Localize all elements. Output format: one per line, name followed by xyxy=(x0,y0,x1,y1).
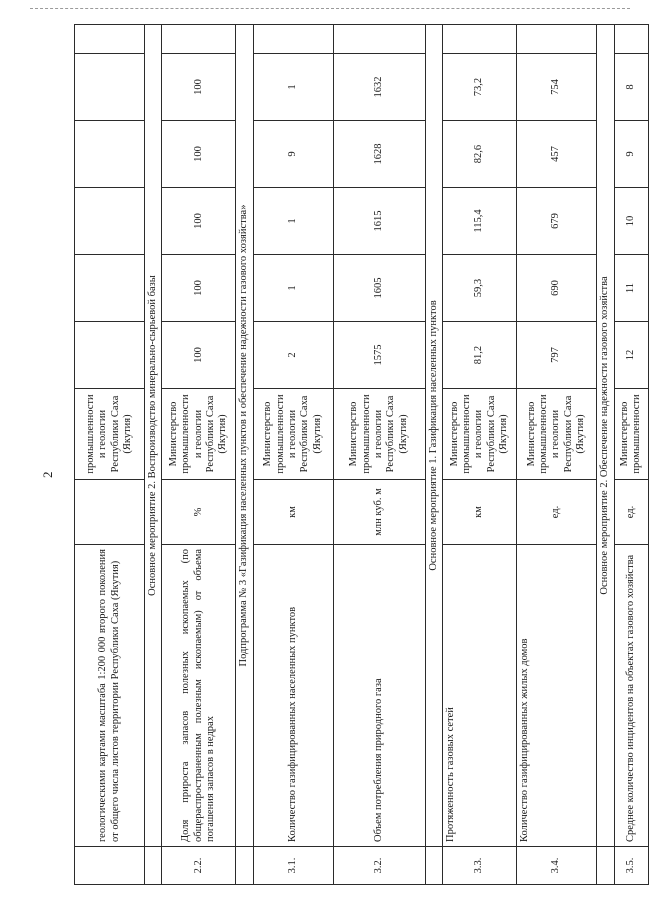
table-row xyxy=(162,25,236,885)
value-cell xyxy=(75,121,145,188)
value-cell: 1 xyxy=(253,54,333,121)
unit-cell: ед. xyxy=(517,480,597,545)
value-cell: 59,3 xyxy=(443,255,517,322)
section-row xyxy=(425,25,442,885)
indicator-name: геологическими картами масштаба 1:200 000 второго поколения от общего числа листов территории Республики Саха (Якутия) xyxy=(75,545,145,847)
executor-cell: Министерство промышленности и геологии Республики Саха (Якутия) xyxy=(443,389,517,480)
value-cell: 100 xyxy=(162,121,236,188)
indicator-name: Объем потребления природного газа xyxy=(333,545,425,847)
row-number xyxy=(75,847,145,885)
value-cell: 457 xyxy=(517,121,597,188)
value-cell xyxy=(333,25,425,54)
value-cell: 8 xyxy=(614,54,648,121)
executor-cell: Министерство промышленности и геологии Республики Саха (Якутия) xyxy=(333,389,425,480)
row-number: 3.5. xyxy=(614,847,648,885)
value-cell: 12 xyxy=(614,322,648,389)
value-cell: 73,2 xyxy=(443,54,517,121)
row-number: 3.3. xyxy=(443,847,517,885)
indicator-name: Протяженность газовых сетей xyxy=(443,545,517,847)
value-cell: 1 xyxy=(253,188,333,255)
value-cell: 100 xyxy=(162,255,236,322)
value-cell: 10 xyxy=(614,188,648,255)
value-cell: 1632 xyxy=(333,54,425,121)
unit-cell: км xyxy=(443,480,517,545)
value-cell: 754 xyxy=(517,54,597,121)
value-cell: 1615 xyxy=(333,188,425,255)
unit-cell: км xyxy=(253,480,333,545)
value-cell xyxy=(75,188,145,255)
indicator-name: Количество газифицированных населенных пунктов xyxy=(253,545,333,847)
table-row xyxy=(443,25,517,885)
value-cell: 679 xyxy=(517,188,597,255)
value-cell xyxy=(162,25,236,54)
value-cell: 100 xyxy=(162,322,236,389)
table-row xyxy=(614,25,648,885)
section-row xyxy=(145,25,162,885)
value-cell: 1605 xyxy=(333,255,425,322)
value-cell xyxy=(517,25,597,54)
row-number: 2.2. xyxy=(162,847,236,885)
section-heading: Основное мероприятие 1. Газификация населенных пунктов xyxy=(425,25,442,847)
value-cell xyxy=(75,54,145,121)
unit-cell: % xyxy=(162,480,236,545)
value-cell xyxy=(443,25,517,54)
value-cell xyxy=(614,25,648,54)
value-cell: 1 xyxy=(253,255,333,322)
row-number: 3.1. xyxy=(253,847,333,885)
value-cell: 797 xyxy=(517,322,597,389)
value-cell: 100 xyxy=(162,54,236,121)
value-cell: 1575 xyxy=(333,322,425,389)
value-cell xyxy=(253,25,333,54)
table-row xyxy=(333,25,425,885)
unit-cell: ед. xyxy=(614,480,648,545)
executor-cell: Министерство промышленности и геологии Республики Саха (Якутия) xyxy=(253,389,333,480)
section-heading: Основное мероприятие 2. Обеспечение надежности газового хозяйства xyxy=(597,25,614,847)
row-number: 3.2. xyxy=(333,847,425,885)
executor-cell: Министерство промышленности xyxy=(614,389,648,480)
value-cell xyxy=(75,322,145,389)
value-cell: 11 xyxy=(614,255,648,322)
table-row xyxy=(253,25,333,885)
value-cell: 82,6 xyxy=(443,121,517,188)
value-cell: 115,4 xyxy=(443,188,517,255)
value-cell: 9 xyxy=(253,121,333,188)
value-cell xyxy=(75,255,145,322)
page-number: 2 xyxy=(40,471,55,478)
value-cell: 9 xyxy=(614,121,648,188)
indicator-name: Среднее количество инцидентов на объектах газового хозяйства xyxy=(614,545,648,847)
value-cell: 1628 xyxy=(333,121,425,188)
table-row xyxy=(75,25,145,885)
section-row xyxy=(597,25,614,885)
executor-cell: промышленности и геологии Республики Саха (Якутия) xyxy=(75,389,145,480)
row-number: 3.4. xyxy=(517,847,597,885)
executor-cell: Министерство промышленности и геологии Республики Саха (Якутия) xyxy=(162,389,236,480)
value-cell: 100 xyxy=(162,188,236,255)
value-cell: 690 xyxy=(517,255,597,322)
subprogram-heading: Подпрограмма № 3 «Газификация населенных пунктов и обеспечение надежности газового хозяйства» xyxy=(236,25,253,847)
section-heading: Основное мероприятие 2. Воспроизводство минерально-сырьевой базы xyxy=(145,25,162,847)
unit-cell xyxy=(75,480,145,545)
value-cell: 2 xyxy=(253,322,333,389)
indicator-name: Количество газифицированных жилых домов xyxy=(517,545,597,847)
executor-cell: Министерство промышленности и геологии Республики Саха (Якутия) xyxy=(517,389,597,480)
value-cell: 81,2 xyxy=(443,322,517,389)
value-cell xyxy=(75,25,145,54)
section-row xyxy=(236,25,253,885)
indicators-table xyxy=(74,24,649,885)
indicator-name: Доля прироста запасов полезных ископаемых (по общераспространенным полезным ископаемым) от объема погашения запасов в недрах xyxy=(162,545,236,847)
table-row xyxy=(517,25,597,885)
unit-cell: млн куб. м xyxy=(333,480,425,545)
